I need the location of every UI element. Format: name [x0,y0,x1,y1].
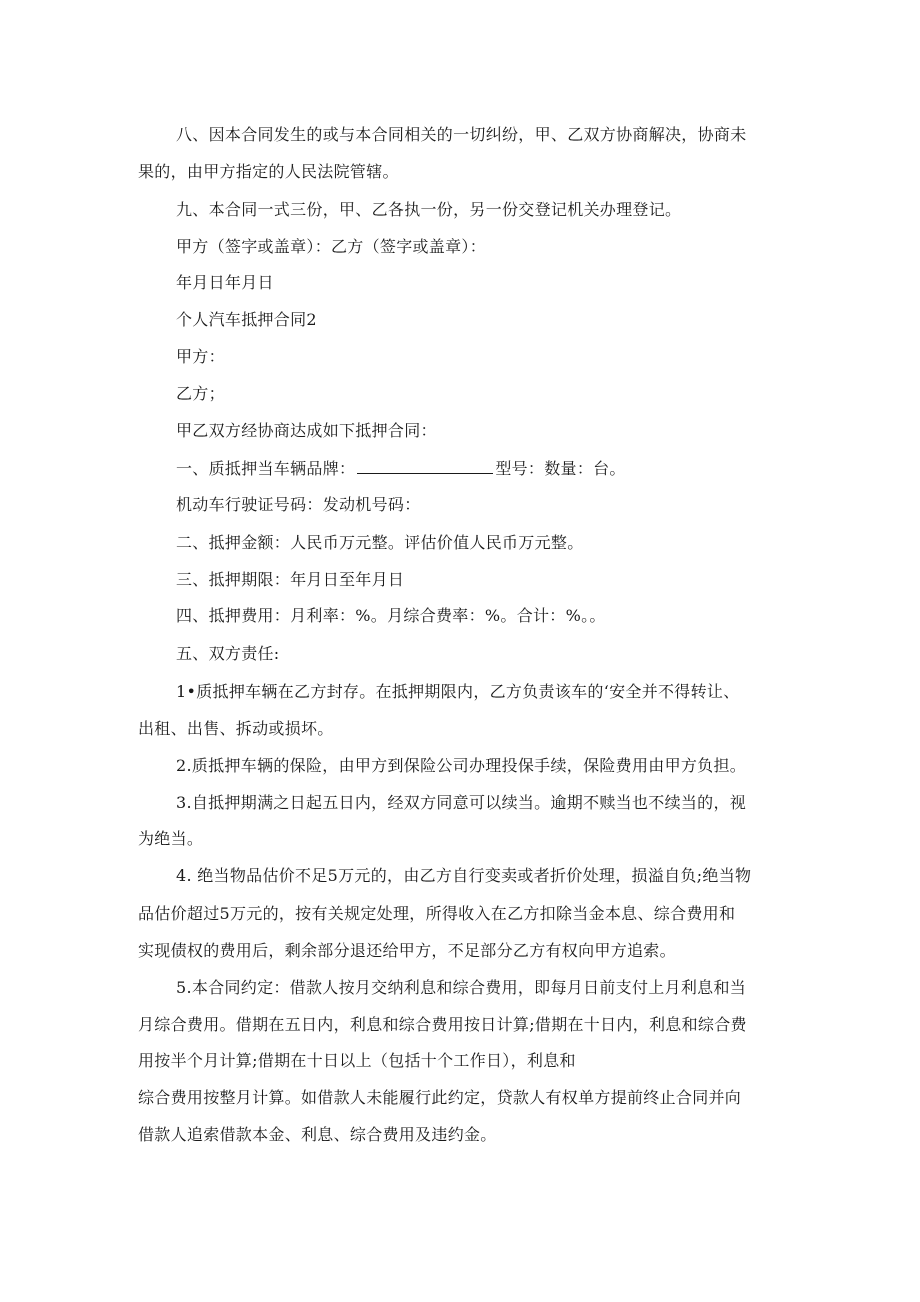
duty-5-line-1: 5.本合同约定：借款人按月交纳利息和综合费用，即每月日前支付上月利息和当 [176,978,747,997]
brand-blank-underline [357,458,493,474]
clause-9: 九、本合同一式三份，甲、乙各执一份，另一份交登记机关办理登记。 [176,200,682,219]
clause-5-heading: 五、双方责任: [176,644,280,663]
party-b: 乙方； [176,384,225,403]
duty-1-line-2: 出租、出售、拆动或损坏。 [138,719,334,738]
party-a: 甲方： [176,347,225,366]
clause-1-vehicle [176,458,626,479]
clause-4-fees: 四、抵押费用：月利率：%。月综合费率：%。合计：%。。 [176,606,606,625]
duty-2: 2.质抵押车辆的保险，由甲方到保险公司办理投保手续，保险费用由甲方负担。 [176,756,747,775]
signature-line: 甲方（签字或盖章）：乙方（签字或盖章）： [176,237,487,256]
duty-5-line-4: 综合费用按整月计算。如借款人未能履行此约定，贷款人有权单方提前终止合同并向 [138,1088,742,1107]
vehicle-model-label: 型号：数量：台。 [495,459,626,478]
date-line: 年月日年月日 [176,273,274,292]
clause-8-line-1: 八、因本合同发生的或与本合同相关的一切纠纷，甲、乙双方协商解决，协商未 [176,125,747,144]
contract-title: 个人汽车抵押合同2 [176,310,317,329]
vehicle-brand-label: 一、质抵押当车辆品牌： [176,459,356,478]
clause-3-period: 三、抵押期限：年月日至年月日 [176,570,405,589]
duty-4-line-3: 实现债权的费用后，剩余部分退还给甲方，不足部分乙方有权向甲方追索。 [138,941,676,960]
duty-3-line-2: 为绝当。 [138,829,204,848]
duty-4-line-2: 品估价超过5万元的，按有关规定处理，所得收入在乙方扣除当金本息、综合费用和 [138,904,736,923]
clause-2-amount: 二、抵押金额：人民币万元整。评估价值人民币万元整。 [176,533,584,552]
duty-5-line-3: 用按半个月计算;借期在十日以上（包括十个工作日），利息和 [138,1051,576,1070]
duty-1-line-1: 1•质抵押车辆在乙方封存。在抵押期限内，乙方负责该车的‘安全并不得转让、 [176,682,740,701]
duty-5-line-5: 借款人追索借款本金、利息、综合费用及违约金。 [138,1125,497,1144]
agreement-intro: 甲乙双方经协商达成如下抵押合同： [176,421,437,440]
clause-8-line-2: 果的，由甲方指定的人民法院管辖。 [138,162,399,181]
duty-5-line-2: 月综合费用。借期在五日内，利息和综合费用按日计算;借期在十日内，利息和综合费 [138,1015,747,1034]
duty-4-line-1: 4. 绝当物品估价不足5万元的，由乙方自行变卖或者折价处理，损溢自负;绝当物 [176,866,752,885]
license-engine-line: 机动车行驶证号码：发动机号码： [176,495,421,514]
duty-3-line-1: 3.自抵押期满之日起五日内，经双方同意可以续当。逾期不赎当也不续当的，视 [176,793,747,812]
